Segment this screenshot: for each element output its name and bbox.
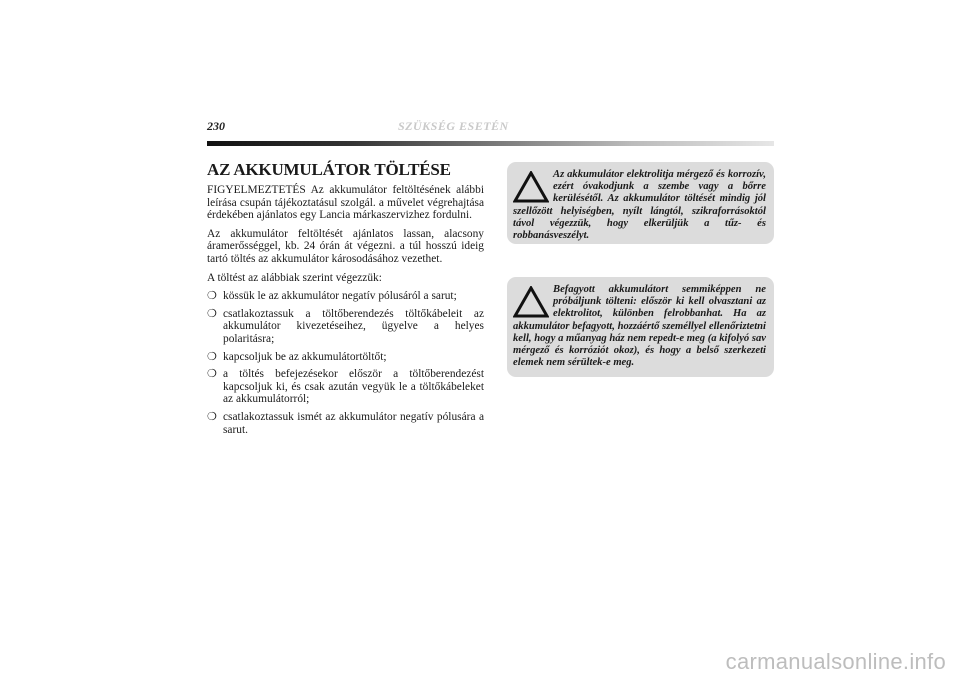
- warning-triangle-icon: [513, 171, 549, 203]
- list-item: [207, 308, 484, 346]
- steps-intro: A töltést az alábbiak szerint végezzük:: [207, 271, 382, 284]
- intro-paragraph: Az akkumulátor feltöltését ajánlatos lassan, alacsony áramerősséggel, kb. 24 órán át végezni. a túl hosszú ideig tartó töltés az akkumulátor károsodásához vezethet.: [207, 227, 484, 265]
- steps-list: [207, 290, 484, 436]
- step-text: kapcsoljuk be az akkumulátortöltőt;: [223, 350, 387, 363]
- watermark: carmanualsonline.info: [725, 649, 946, 674]
- list-item: [207, 351, 484, 364]
- step-text: csatlakoztassuk a töltőberendezés töltőkábeleit az akkumulátor kivezetéseihez, ügyelve a helyes polaritásra;: [223, 307, 484, 345]
- warning-box-electrolyte: [507, 162, 774, 244]
- warning-box-frozen: [507, 277, 774, 377]
- step-text: a töltés befejezésekor először a töltőberendezést kapcsoljuk ki, és csak azután vegyük le a töltőkábeleket az akkumulátorról;: [223, 368, 484, 406]
- list-item: [207, 290, 484, 303]
- circle-bullet-icon: ❍: [207, 410, 217, 423]
- page-number: 230: [207, 119, 225, 133]
- circle-bullet-icon: ❍: [207, 368, 217, 381]
- warning-text: Befagyott akkumulátort semmiképpen ne próbáljunk tölteni: először ki kell olvasztani az elektrolitot, különben felrobbanhat. Ha az akkumulátor befagyott, hozzáértő személlyel ellenőriztetni kell, hogy a műanyag ház nem repedt-e meg (a kifolyó sav mérgező és korróziót okoz), és hogy a belső szerkezeti elemek nem sérültek-e meg.: [513, 284, 766, 369]
- warning-paragraph: FIGYELMEZTETÉS Az akkumulátor feltöltésének alábbi leírása csupán tájékoztatásul szolgál. a művelet végrehajtása érdekében ajánlatos egy Lancia márkaszervizhez fordulni.: [207, 184, 484, 222]
- circle-bullet-icon: ❍: [207, 290, 217, 303]
- warning-text: Az akkumulátor elektrolitja mérgező és korrozív, ezért óvakodjunk a szembe vagy a bőrre kerülésétől. Az akkumulátor töltését mindig jól szellőzött helyiségben, nyílt lángtól, szikraforrásoktól távol végezzük, hogy elkerüljük a tűz- és robbanásveszélyt.: [513, 169, 766, 242]
- section-title: SZÜKSÉG ESETÉN: [398, 119, 509, 133]
- step-text: csatlakoztassuk ismét az akkumulátor negatív pólusára a sarut.: [223, 410, 484, 436]
- list-item: [207, 368, 484, 406]
- header-rule: [207, 141, 774, 146]
- warning-triangle-icon: [513, 286, 549, 318]
- article-heading: AZ AKKUMULÁTOR TÖLTÉSE: [207, 160, 451, 179]
- list-item: [207, 411, 484, 436]
- step-text: kössük le az akkumulátor negatív pólusáról a sarut;: [223, 290, 457, 303]
- circle-bullet-icon: ❍: [207, 307, 217, 320]
- article-body: [207, 184, 484, 441]
- circle-bullet-icon: ❍: [207, 350, 217, 363]
